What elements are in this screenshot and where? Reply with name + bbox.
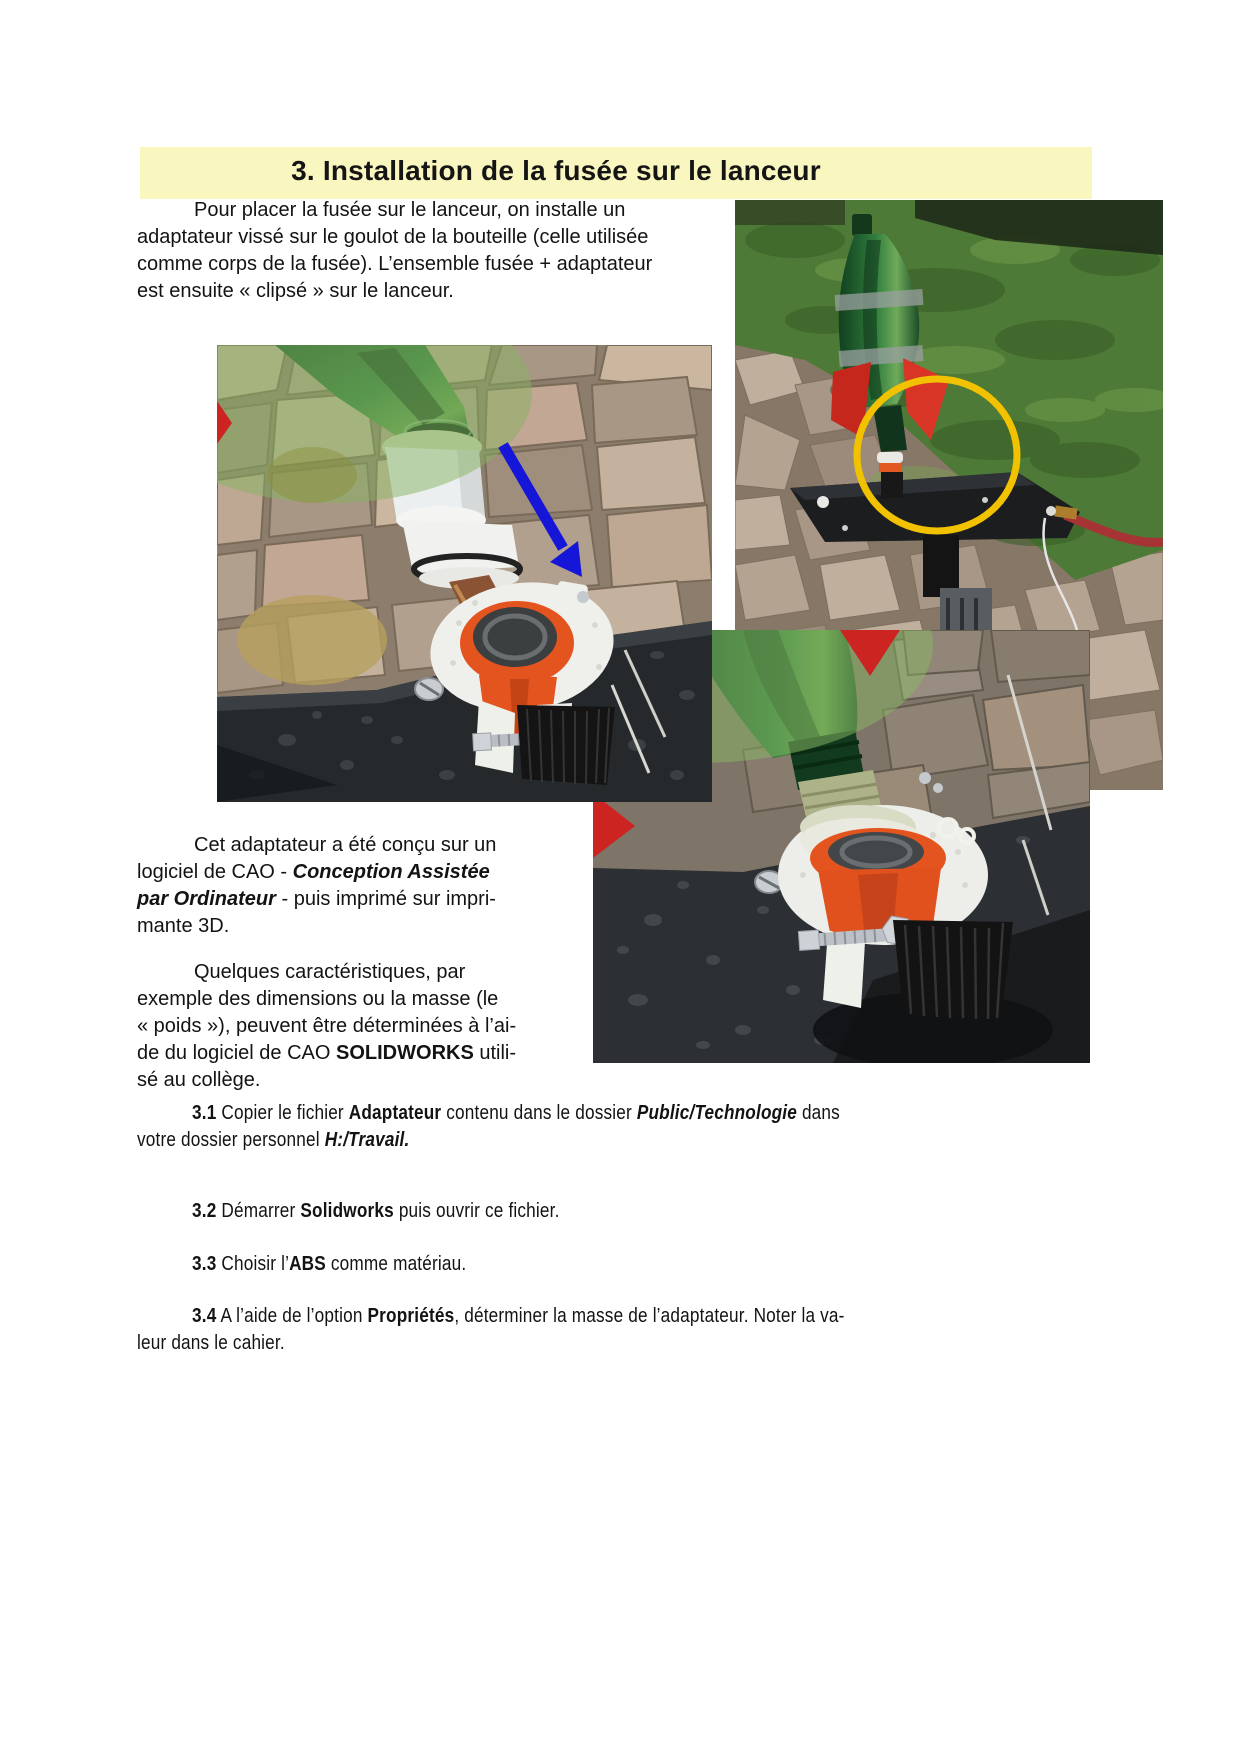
- solidworks-paragraph: Quelques caractéristiques, par exemple des dimensions ou la masse (le « poids »), peuvent être déterminées à l’ai- de du logiciel de CAO SOLIDWORKS utili- sé au collège.: [137, 961, 517, 1091]
- cao-paragraph: Cet adaptateur a été conçu sur un logiciel de CAO - Conception Assistée par Ordinateur - puis imprimé sur impri- mante 3D.: [137, 834, 497, 937]
- step-3-3: 3.3 Choisir l’ABS comme matériau.: [192, 1253, 467, 1275]
- olive-overlay: [267, 447, 357, 503]
- page-title: 3. Installation de la fusée sur le lanceur: [291, 155, 821, 186]
- knurled-cylinder: [517, 705, 615, 785]
- knurled-cylinder: [893, 920, 1013, 1020]
- title-banner: [140, 147, 1092, 199]
- intro-paragraph: Pour placer la fusée sur le lanceur, on installe un adaptateur vissé sur le goulot de la bouteille (celle utilisée comme corps de la fusée). L’ensemble fusée + adaptateur est ensuite « clipsé » sur le lanceur.: [137, 199, 653, 302]
- step-3-4: 3.4 A l’aide de l’option Propriétés, déterminer la masse de l’adaptateur. Noter la va- leur dans le cahier.: [137, 1305, 845, 1354]
- step-3-1: 3.1 Copier le fichier Adaptateur contenu dans le dossier Public/Technologie dans votre dossier personnel H:/Travail.: [137, 1102, 840, 1151]
- step-3-2: 3.2 Démarrer Solidworks puis ouvrir ce fichier.: [192, 1200, 560, 1222]
- photo-adapter-insertion: [217, 345, 712, 802]
